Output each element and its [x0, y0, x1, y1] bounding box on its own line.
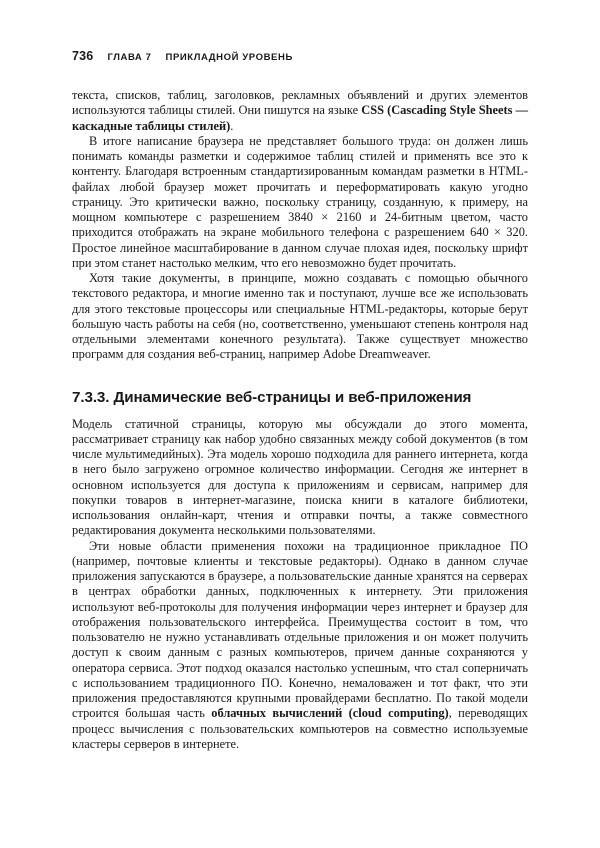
section-heading: 7.3.3. Динамические веб-страницы и веб-приложения: [72, 388, 472, 406]
paragraph-4: Модель статичной страницы, которую мы обсуждали до этого момента, рассматривает страницу как набор удобно связанных между собой документов (в том числе мультимедийных). Эта модель хорошо подходила для раннего интернета, когда в него было загружено огромное количество информации. Сегодня же интернет в основном используется для доступа к приложениям и сервисам, например для покупки товаров в интернет-магазине, поиска книги в каталоге библиотеки, использования онлайн-карт, чтения и отправки почты, а также совместного редактирования документа несколькими пользователями.: [72, 416, 528, 538]
paragraph-1: [72, 88, 528, 134]
chapter-title: ПРИКЛАДНОЙ УРОВЕНЬ: [165, 52, 293, 63]
paragraph-2: В итоге написание браузера не представляет большого труда: он должен лишь понимать команды разметки и содержимое таблиц стилей и применять все это к контенту. Благодаря встроенным стандартизированным командам разметки в HTML-файлах любой браузер может прочитать и переформатировать какую угодно страницу. Это критически важно, поскольку страницу, созданную, к примеру, на мощном компьютере с разрешением 3840 × 2160 и 24-битным цветом, часто приходится отображать на экране мобильного телефона с разрешением 640 × 320. Простое линейное масштабирование в данном случае плохая идея, поскольку шрифт при этом станет настолько мелким, что его невозможно будет прочитать.: [72, 133, 528, 270]
paragraph-3: Хотя такие документы, в принципе, можно создавать с помощью обычного текстового редактора, и многие именно так и поступают, лучше все же использовать для этого текстовые процессоры или специальные HTML-редакторы, которые берут большую часть работы на себя (но, соответственно, уменьшают степень контроля над отдельными элементами конечного результата). Также существует множество программ для создания веб-страниц, например Adobe Dreamweaver.: [72, 271, 528, 362]
page-body: [72, 88, 528, 752]
page-number: 736: [72, 49, 94, 63]
paragraph-5-text-b: , переводящих процесс вычисления с пользовательских компьютеров на совместно используемые кластеры серверов в интернете.: [72, 706, 528, 751]
page-header: [72, 49, 528, 63]
paragraph-5: [72, 539, 528, 753]
paragraph-1-text-a: текста, списков, таблиц, заголовков, рекламных объявлений и других элементов используются таблицы стилей. Они пишутся на языке: [72, 88, 528, 118]
chapter-label: ГЛАВА 7: [107, 52, 152, 63]
paragraph-5-bold-cloud: облачных вычислений (cloud computing): [211, 706, 449, 721]
paragraph-1-bold-css: CSS (Cascading Style Sheets — каскадные таблицы стилей): [72, 103, 528, 133]
paragraph-1-text-b: .: [230, 118, 234, 133]
paragraph-5-text-a: Эти новые области применения похожи на традиционное прикладное ПО (например, почтовые клиенты и текстовые редакторы). Однако в данном случае приложения запускаются в браузере, а пользовательские данные хранятся на серверах в центрах обработки данных, подключенных к интернету. Эти приложения используют веб-протоколы для получения информации через интернет и браузер для отображения пользовательского интерфейса. Преимущества состоит в том, что пользователю не нужно устанавливать отдельные приложения и он может получить доступ к своим данным с разных компьютеров, причем данные сохраняются у оператора сервиса. Этот подход оказался настолько успешным, что стал соперничать с использованием традиционного ПО. Конечно, немаловажен и тот факт, что эти приложения предоставляются крупными провайдерами бесплатно. По такой модели строится большая часть: [72, 538, 528, 721]
